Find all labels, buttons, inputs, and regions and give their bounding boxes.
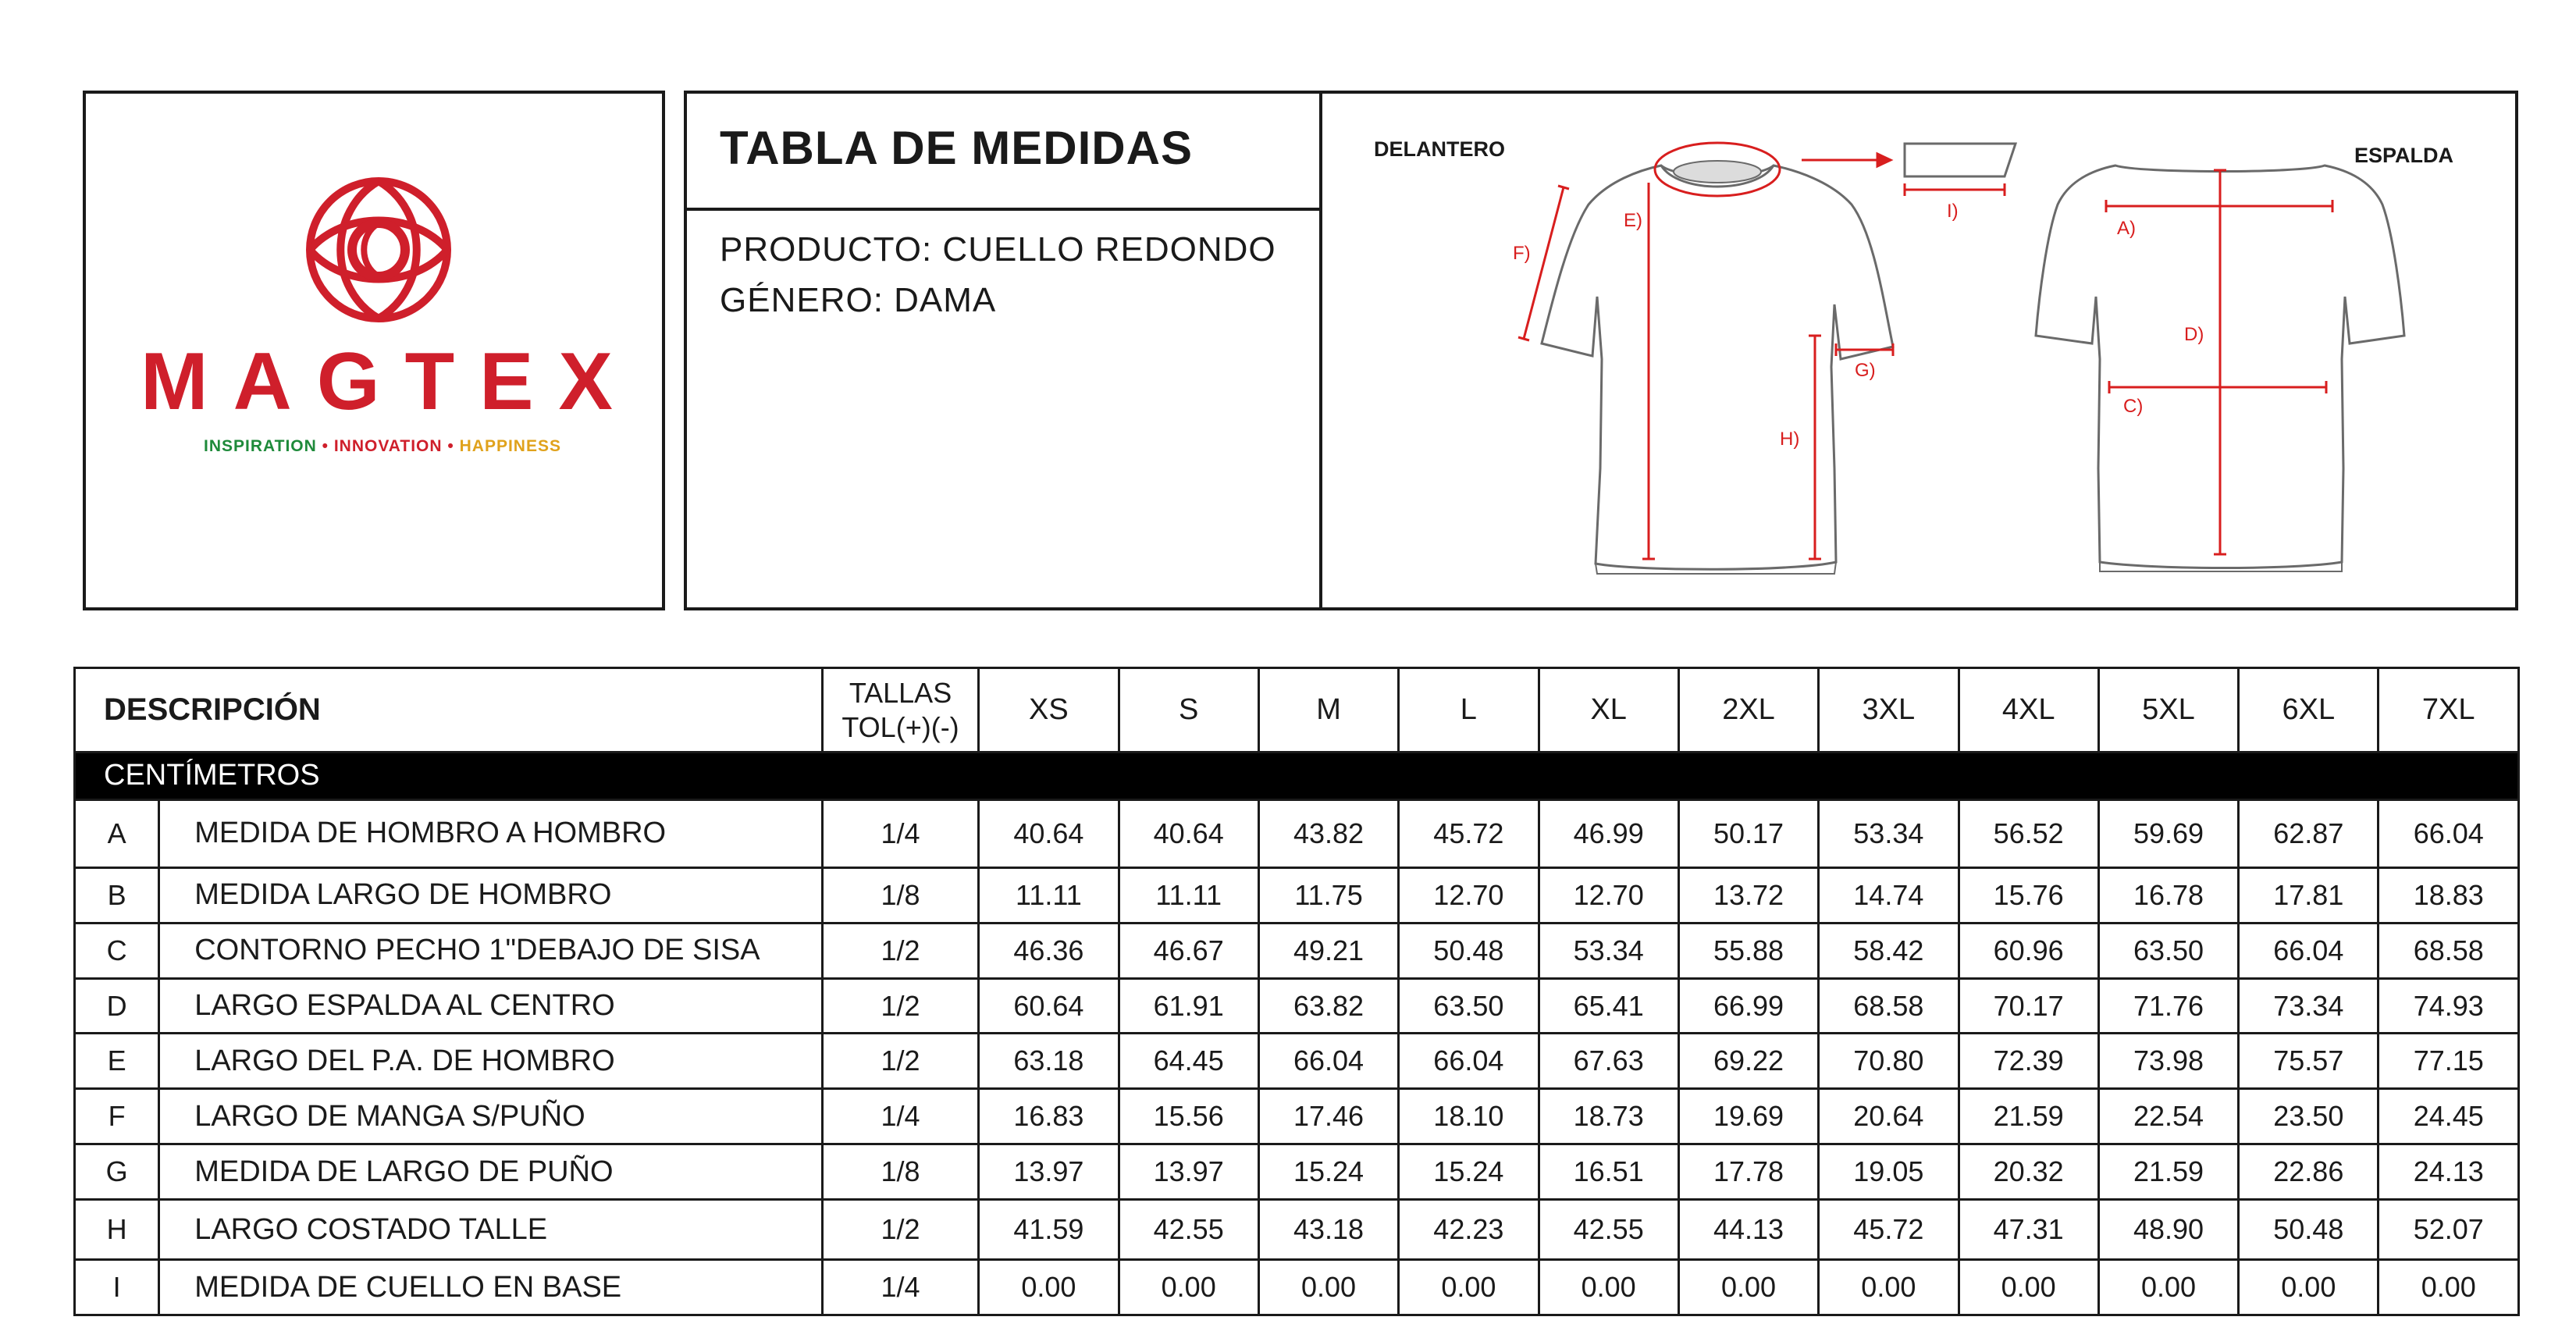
row-tolerance: 1/4	[822, 1089, 978, 1144]
measurement-value: 22.54	[2098, 1089, 2238, 1144]
table-row	[75, 1200, 2519, 1260]
front-tshirt-icon	[1542, 165, 1893, 574]
section-row	[75, 753, 2519, 800]
measurement-value: 66.99	[1678, 978, 1818, 1034]
size-header: L	[1399, 668, 1539, 753]
row-tolerance: 1/2	[822, 1200, 978, 1260]
measurement-table	[73, 667, 2520, 1316]
size-header: 5XL	[2098, 668, 2238, 753]
measurement-value: 73.98	[2098, 1034, 2238, 1089]
measurement-value: 43.82	[1258, 799, 1398, 867]
table-row	[75, 923, 2519, 978]
measurement-value: 40.64	[979, 799, 1119, 867]
row-description: LARGO COSTADO TALLE	[159, 1200, 823, 1260]
row-code: G	[75, 1144, 159, 1200]
measurement-value: 50.48	[1399, 923, 1539, 978]
front-view-label: DELANTERO	[1374, 137, 1505, 161]
table-row	[75, 1260, 2519, 1315]
row-description: CONTORNO PECHO 1"DEBAJO DE SISA	[159, 923, 823, 978]
measurement-value: 14.74	[1819, 867, 1959, 923]
measurement-value: 43.18	[1258, 1200, 1398, 1260]
measurement-value: 0.00	[1819, 1260, 1959, 1315]
measurement-value: 56.52	[1959, 799, 2098, 867]
row-description: MEDIDA LARGO DE HOMBRO	[159, 867, 823, 923]
measurement-value: 41.59	[979, 1200, 1119, 1260]
measure-line-d	[2214, 170, 2226, 554]
measurement-value: 49.21	[1258, 923, 1398, 978]
measurement-value: 11.75	[1258, 867, 1398, 923]
measurement-value: 22.86	[2239, 1144, 2379, 1200]
measurement-value: 53.34	[1819, 799, 1959, 867]
measurement-value: 60.64	[979, 978, 1119, 1034]
marker-d: D)	[2184, 324, 2204, 345]
measurement-value: 50.17	[1678, 799, 1818, 867]
table-row	[75, 799, 2519, 867]
measurement-value: 15.24	[1258, 1144, 1398, 1200]
tagline-inspiration: INSPIRATION	[204, 437, 317, 455]
measure-line-e	[1642, 183, 1655, 559]
measurement-value: 55.88	[1678, 923, 1818, 978]
description-header: DESCRIPCIÓN	[75, 668, 823, 753]
measure-line-c	[2109, 381, 2326, 393]
measurement-value: 59.69	[2098, 799, 2238, 867]
measurement-value: 53.34	[1539, 923, 1678, 978]
row-tolerance: 1/2	[822, 978, 978, 1034]
row-tolerance: 1/8	[822, 1144, 978, 1200]
measurement-value: 13.97	[1119, 1144, 1258, 1200]
page-title: TABLA DE MEDIDAS	[720, 122, 1193, 174]
measurement-value: 66.04	[1399, 1034, 1539, 1089]
section-label: CENTÍMETROS	[75, 753, 2519, 800]
row-description: LARGO DE MANGA S/PUÑO	[159, 1089, 823, 1144]
measurement-value: 66.04	[2379, 799, 2519, 867]
measurement-value: 0.00	[1258, 1260, 1398, 1315]
row-description: MEDIDA DE HOMBRO A HOMBRO	[159, 799, 823, 867]
measurement-value: 16.83	[979, 1089, 1119, 1144]
measurement-value: 13.72	[1678, 867, 1818, 923]
measurement-value: 17.81	[2239, 867, 2379, 923]
measurement-value: 71.76	[2098, 978, 2238, 1034]
measurement-value: 44.13	[1678, 1200, 1818, 1260]
measurement-value: 17.78	[1678, 1144, 1818, 1200]
measurement-value: 42.23	[1399, 1200, 1539, 1260]
measurement-value: 19.05	[1819, 1144, 1959, 1200]
row-description: LARGO DEL P.A. DE HOMBRO	[159, 1034, 823, 1089]
size-header: 6XL	[2239, 668, 2379, 753]
measurement-value: 11.11	[979, 867, 1119, 923]
measurement-value: 63.82	[1258, 978, 1398, 1034]
measurement-value: 73.34	[2239, 978, 2379, 1034]
row-code: H	[75, 1200, 159, 1260]
row-code: D	[75, 978, 159, 1034]
measurement-value: 66.04	[2239, 923, 2379, 978]
measurement-value: 16.78	[2098, 867, 2238, 923]
row-code: I	[75, 1260, 159, 1315]
measurement-value: 16.51	[1539, 1144, 1678, 1200]
measurement-value: 13.97	[979, 1144, 1119, 1200]
measurement-value: 20.32	[1959, 1144, 2098, 1200]
measurement-value: 21.59	[2098, 1144, 2238, 1200]
table-row	[75, 867, 2519, 923]
measurement-value: 65.41	[1539, 978, 1678, 1034]
measurement-value: 69.22	[1678, 1034, 1818, 1089]
gender-label: GÉNERO: DAMA	[720, 281, 997, 319]
measurement-value: 40.64	[1119, 799, 1258, 867]
marker-a: A)	[2117, 218, 2136, 239]
measure-line-h	[1809, 336, 1821, 559]
measurement-value: 24.13	[2379, 1144, 2519, 1200]
measurement-value: 0.00	[1959, 1260, 2098, 1315]
tolerance-header-line2: TOL(+)(-)	[841, 710, 959, 743]
measurement-value: 68.58	[2379, 923, 2519, 978]
measurement-value: 63.50	[1399, 978, 1539, 1034]
arrow-right-icon	[1802, 154, 1891, 166]
measurement-value: 74.93	[2379, 978, 2519, 1034]
row-tolerance: 1/2	[822, 923, 978, 978]
measurement-value: 60.96	[1959, 923, 2098, 978]
table-header-row	[75, 668, 2519, 753]
measurement-value: 75.57	[2239, 1034, 2379, 1089]
product-label: PRODUCTO: CUELLO REDONDO	[720, 230, 1276, 269]
measure-line-i	[1905, 183, 2005, 196]
measurement-value: 0.00	[2239, 1260, 2379, 1315]
measurement-value: 46.99	[1539, 799, 1678, 867]
measurement-value: 61.91	[1119, 978, 1258, 1034]
marker-h: H)	[1780, 429, 1800, 450]
table-row	[75, 1034, 2519, 1089]
table-row	[75, 1089, 2519, 1144]
measurement-value: 18.83	[2379, 867, 2519, 923]
row-tolerance: 1/8	[822, 867, 978, 923]
measurement-value: 64.45	[1119, 1034, 1258, 1089]
measurement-value: 12.70	[1399, 867, 1539, 923]
row-tolerance: 1/4	[822, 799, 978, 867]
marker-e: E)	[1624, 210, 1642, 231]
size-header: XS	[979, 668, 1119, 753]
size-header: 3XL	[1819, 668, 1959, 753]
row-description: LARGO ESPALDA AL CENTRO	[159, 978, 823, 1034]
measurement-value: 42.55	[1539, 1200, 1678, 1260]
measurement-value: 0.00	[979, 1260, 1119, 1315]
measurement-value: 15.56	[1119, 1089, 1258, 1144]
measurement-value: 0.00	[2379, 1260, 2519, 1315]
collar-inner	[1674, 161, 1761, 183]
row-tolerance: 1/4	[822, 1260, 978, 1315]
measurement-value: 70.80	[1819, 1034, 1959, 1089]
measurement-value: 72.39	[1959, 1034, 2098, 1089]
size-header: M	[1258, 668, 1398, 753]
brand-name: MAGTEX	[141, 336, 638, 427]
measurement-value: 58.42	[1819, 923, 1959, 978]
measurement-value: 18.73	[1539, 1089, 1678, 1144]
table-row	[75, 1144, 2519, 1200]
marker-f: F)	[1513, 243, 1531, 264]
measurement-value: 46.36	[979, 923, 1119, 978]
row-code: C	[75, 923, 159, 978]
row-tolerance: 1/2	[822, 1034, 978, 1089]
measurement-value: 63.18	[979, 1034, 1119, 1089]
measurement-value: 62.87	[2239, 799, 2379, 867]
measurement-value: 12.70	[1539, 867, 1678, 923]
measurement-value: 0.00	[1678, 1260, 1818, 1315]
measurement-value: 0.00	[2098, 1260, 2238, 1315]
size-header: S	[1119, 668, 1258, 753]
measurement-value: 52.07	[2379, 1200, 2519, 1260]
measurement-value: 47.31	[1959, 1200, 2098, 1260]
measurement-value: 68.58	[1819, 978, 1959, 1034]
row-code: F	[75, 1089, 159, 1144]
row-code: A	[75, 799, 159, 867]
tagline-innovation: INNOVATION	[333, 437, 443, 455]
table-row	[75, 978, 2519, 1034]
tagline-happiness: HAPPINESS	[459, 437, 561, 455]
size-header: 2XL	[1678, 668, 1818, 753]
size-header: 7XL	[2379, 668, 2519, 753]
measurement-value: 20.64	[1819, 1089, 1959, 1144]
size-header: XL	[1539, 668, 1678, 753]
back-view-label: ESPALDA	[2354, 144, 2454, 167]
measurement-value: 0.00	[1399, 1260, 1539, 1315]
marker-c: C)	[2123, 396, 2144, 417]
collar-detail-shape	[1905, 144, 2016, 176]
row-description: MEDIDA DE LARGO DE PUÑO	[159, 1144, 823, 1200]
size-header: 4XL	[1959, 668, 2098, 753]
measurement-value: 23.50	[2239, 1089, 2379, 1144]
measurement-value: 15.24	[1399, 1144, 1539, 1200]
measurement-value: 70.17	[1959, 978, 2098, 1034]
measurement-value: 50.48	[2239, 1200, 2379, 1260]
measurement-value: 77.15	[2379, 1034, 2519, 1089]
measurement-value: 42.55	[1119, 1200, 1258, 1260]
row-code: B	[75, 867, 159, 923]
measurement-value: 18.10	[1399, 1089, 1539, 1144]
measurement-value: 19.69	[1678, 1089, 1818, 1144]
tagline-separator: •	[322, 437, 329, 455]
measurement-value: 17.46	[1258, 1089, 1398, 1144]
marker-i: I)	[1947, 201, 1959, 222]
tagline-separator: •	[447, 437, 454, 455]
row-code: E	[75, 1034, 159, 1089]
measurement-value: 11.11	[1119, 867, 1258, 923]
measurement-value: 24.45	[2379, 1089, 2519, 1144]
measurement-value: 45.72	[1399, 799, 1539, 867]
measurement-value: 0.00	[1539, 1260, 1678, 1315]
measurement-value: 46.67	[1119, 923, 1258, 978]
measurement-value: 21.59	[1959, 1089, 2098, 1144]
measurement-value: 67.63	[1539, 1034, 1678, 1089]
measurement-value: 48.90	[2098, 1200, 2238, 1260]
measurement-value: 63.50	[2098, 923, 2238, 978]
tolerance-header-line1: TALLAS	[849, 676, 952, 709]
measurement-value: 66.04	[1258, 1034, 1398, 1089]
measurement-value: 45.72	[1819, 1200, 1959, 1260]
marker-g: G)	[1855, 360, 1876, 381]
measurement-value: 0.00	[1119, 1260, 1258, 1315]
measurement-value: 15.76	[1959, 867, 2098, 923]
tolerance-header	[822, 668, 978, 753]
row-description: MEDIDA DE CUELLO EN BASE	[159, 1260, 823, 1315]
